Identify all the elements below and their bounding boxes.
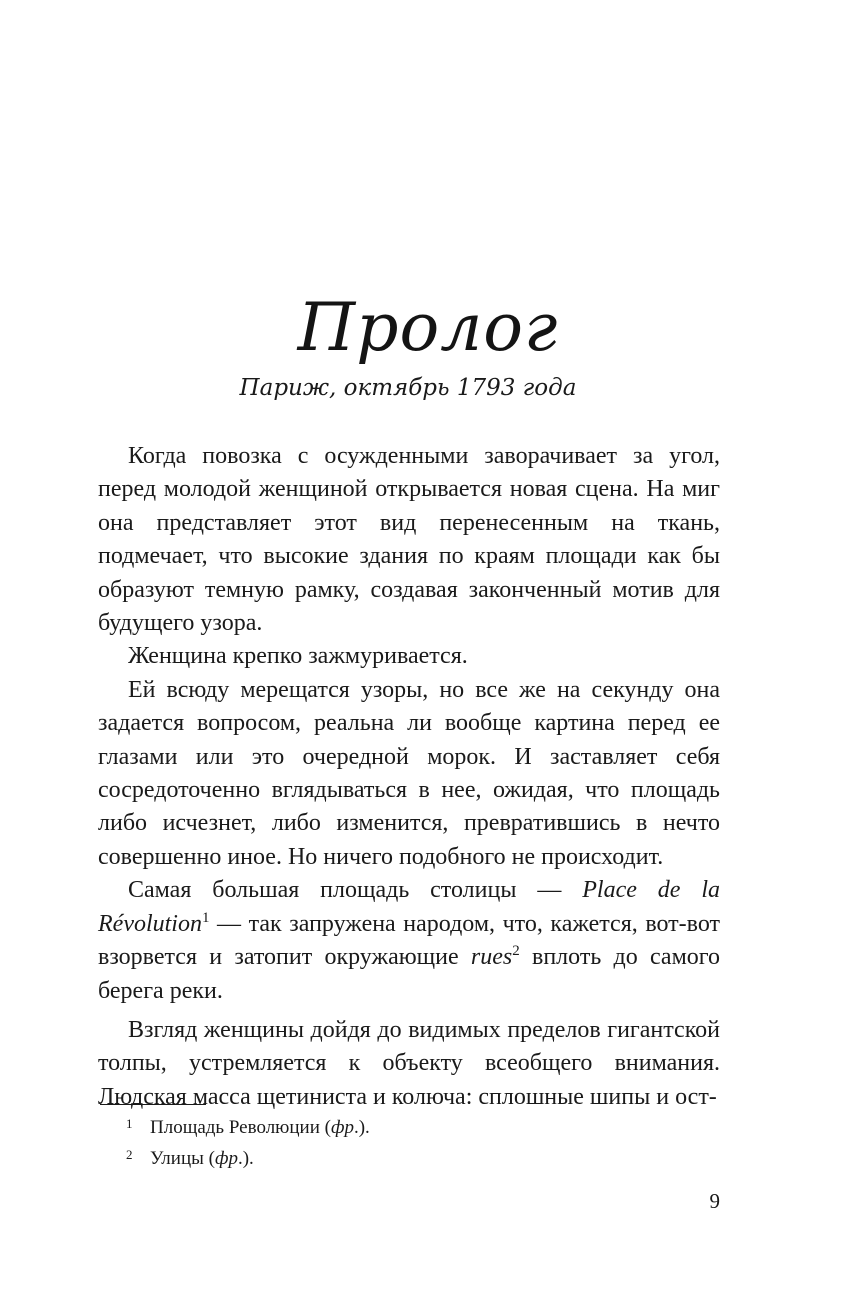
footnote-1 — [126, 1110, 686, 1141]
footnote-number: 2 — [126, 1147, 133, 1162]
paragraph-1: Когда повозка с осужденными заворачивает за угол, перед молодой женщиной открывается новая сцена. На миг она представляет этот вид перенесенным на ткань, подмечает, что высокие здания по краям площади как бы образуют темную рамку, создавая законченный мотив для будущего узора. — [98, 443, 720, 637]
paragraph-4-text-a: Самая большая площадь столицы — — [128, 877, 583, 904]
body-text — [98, 440, 720, 1114]
paragraph-4 — [98, 874, 720, 1008]
footnote-italic: фр — [330, 1117, 354, 1138]
place-name-italic: Place de la Révolution — [98, 877, 720, 937]
footnote-text: Площадь Революции ( — [150, 1117, 331, 1138]
footnotes — [126, 1110, 686, 1172]
chapter-title: Пролог — [297, 289, 559, 366]
chapter-subtitle: Париж, октябрь 1793 года — [239, 375, 577, 401]
footnote-tail: .). — [237, 1148, 254, 1169]
footnote-italic: фр — [214, 1148, 238, 1169]
paragraph-4-text-b: — так запружена народом, что, кажется, вот-вот взорвется и затопит окружающие — [98, 910, 720, 971]
paragraph-4-text-c: вплоть до самого берега реки. — [98, 944, 721, 1004]
footnote-text: Улицы ( — [150, 1148, 215, 1169]
paragraph-2: Женщина крепко зажмуривается. — [128, 643, 468, 670]
paragraph-5: Взгляд женщины дойдя до видимых пределов гигантской толпы, устремляется к объекту всеобщего внимания. Людская масса щетиниста и колюча: сплошные шипы и ост- — [98, 1016, 720, 1110]
footnote-tail: .). — [353, 1117, 370, 1138]
footnote-number: 1 — [126, 1116, 133, 1131]
footnote-2 — [126, 1141, 686, 1172]
paragraph-3: Ей всюду мерещатся узоры, но все же на секунду она задается вопросом, реальна ли вообще картина перед ее глазами или это очередной морок. И заставляет себя сосредоточенно вглядываться в нее, ожидая, что площадь либо исчезнет, либо изменится, превратившись в нечто совершенно иное. Но ничего подобного не происходит. — [98, 676, 720, 870]
footnote-divider — [100, 1104, 206, 1105]
footnote-ref-2: 2 — [512, 943, 520, 960]
footnote-ref-1: 1 — [201, 909, 210, 926]
page-number: 9 — [709, 1189, 720, 1213]
rues-italic: rues — [470, 944, 513, 971]
